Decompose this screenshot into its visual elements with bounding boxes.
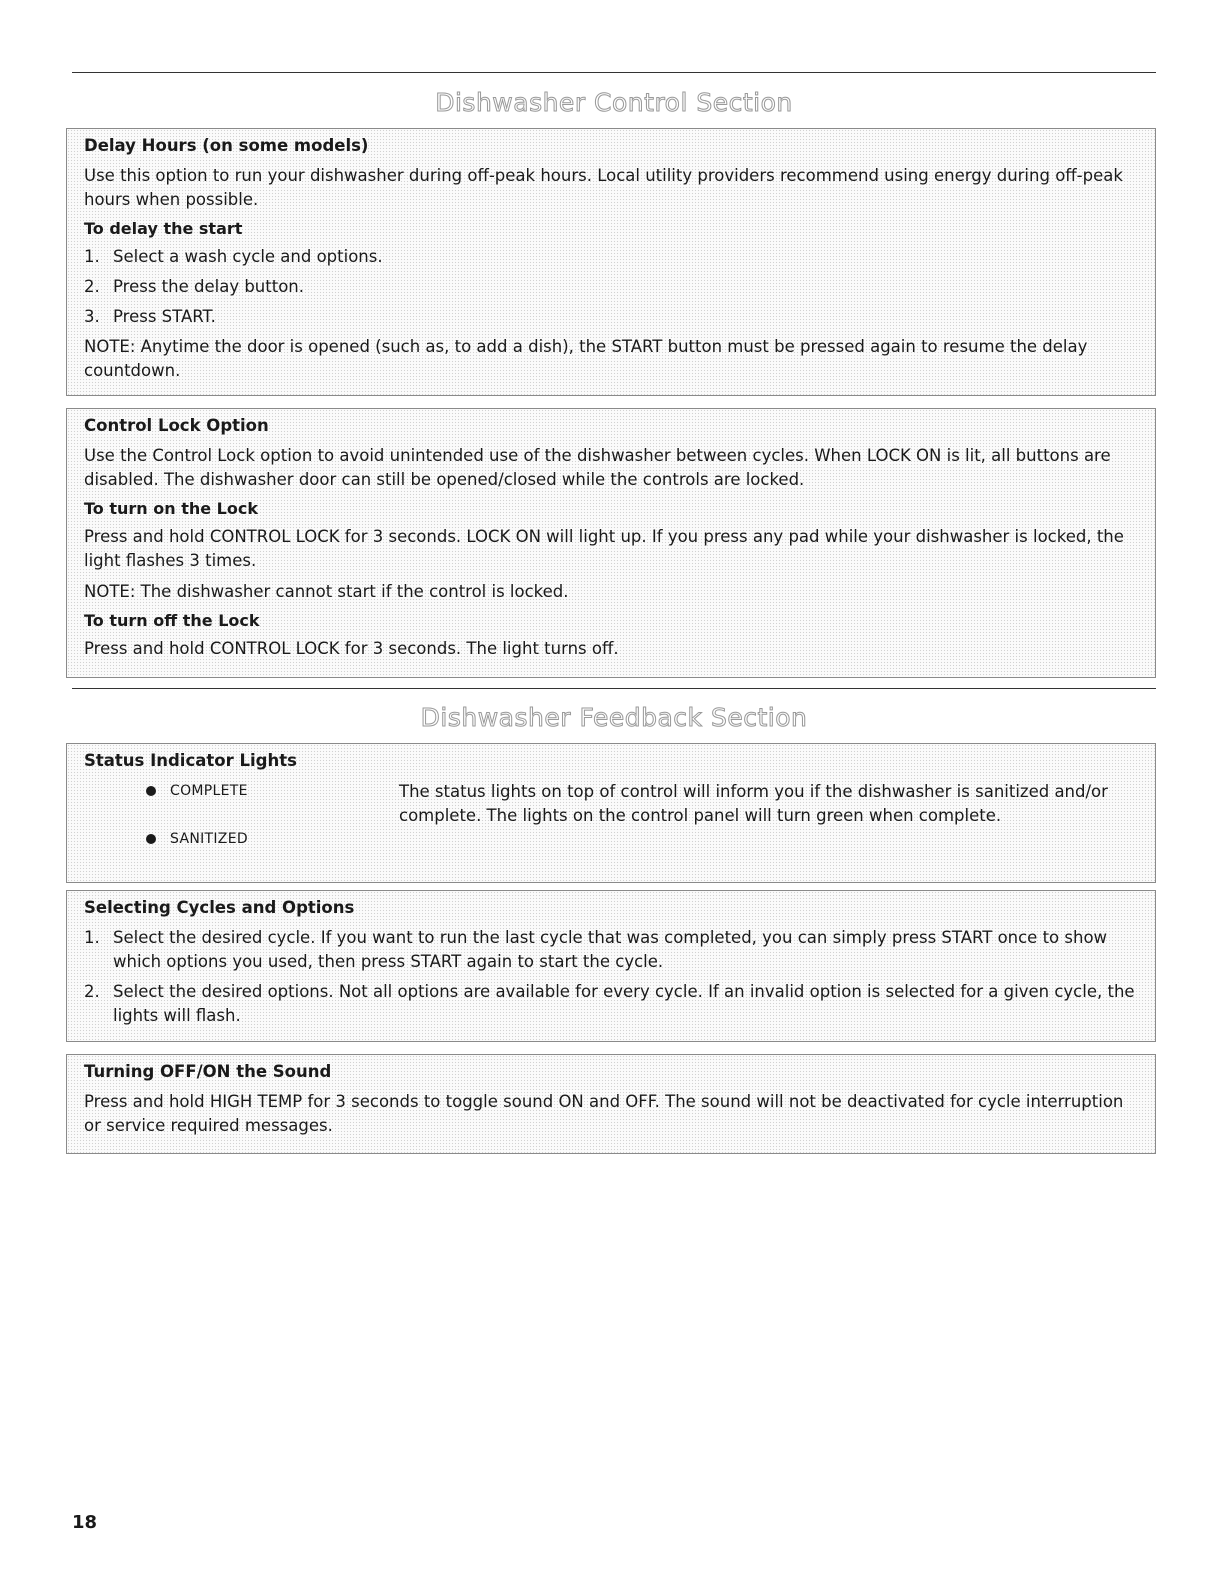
- indicator-dot-icon: [146, 786, 156, 796]
- delay-heading: Delay Hours (on some models): [84, 136, 369, 155]
- indicator-dot-icon: [146, 834, 156, 844]
- sound-box: [66, 1054, 1156, 1154]
- feedback-section-title: Dishwasher Feedback Section: [420, 703, 808, 732]
- sound-text: Press and hold HIGH TEMP for 3 seconds to toggle sound ON and OFF. The sound will not be deactivated for cycle interruption or service required messages.: [84, 1092, 1124, 1135]
- lock-heading: Control Lock Option: [84, 416, 269, 435]
- status-description: The status lights on top of control will inform you if the dishwasher is sanitized and/or complete. The lights on the control panel will turn green when complete.: [399, 782, 1108, 825]
- page-number: 18: [72, 1512, 98, 1533]
- delay-steps: [84, 245, 1139, 329]
- complete-light: COMPLETE: [146, 779, 399, 803]
- status-heading: Status Indicator Lights: [84, 751, 297, 770]
- delay-intro: Use this option to run your dishwasher during off-peak hours. Local utility providers recommend using energy during off-peak hours when possible.: [84, 166, 1123, 209]
- lock-note: NOTE: The dishwasher cannot start if the control is locked.: [84, 582, 569, 601]
- control-section-title: Dishwasher Control Section: [435, 88, 793, 117]
- lock-on-subheading: To turn on the Lock: [84, 499, 258, 518]
- top-rule: [72, 72, 1156, 73]
- sanitized-light: SANITIZED: [146, 827, 399, 851]
- cycles-steps: [84, 926, 1139, 1028]
- sound-heading: Turning OFF/ON the Sound: [84, 1062, 332, 1081]
- list-item: 2. Select the desired options. Not all options are available for every cycle. If an invalid option is selected for a given cycle, the lights will flash.: [84, 982, 1135, 1025]
- delay-subheading: To delay the start: [84, 219, 243, 238]
- lock-off-text: Press and hold CONTROL LOCK for 3 seconds. The light turns off.: [84, 639, 619, 658]
- status-lights-box: [66, 743, 1156, 883]
- lock-on-text: Press and hold CONTROL LOCK for 3 seconds. LOCK ON will light up. If you press any pad while your dishwasher is locked, the light flashes 3 times.: [84, 527, 1124, 570]
- delay-note: NOTE: Anytime the door is opened (such as, to add a dish), the START button must be pressed again to resume the delay countdown.: [84, 337, 1088, 380]
- list-item: 2. Press the delay button.: [84, 277, 304, 296]
- control-lock-box: [66, 408, 1156, 678]
- middle-rule: [72, 688, 1156, 689]
- delay-hours-box: [66, 128, 1156, 396]
- status-lights-legend: [84, 779, 399, 875]
- lock-intro: Use the Control Lock option to avoid unintended use of the dishwasher between cycles. When LOCK ON is lit, all buttons are disabled. The dishwasher door can still be opened/closed while the controls are locked.: [84, 446, 1111, 489]
- list-item: 1. Select the desired cycle. If you want to run the last cycle that was completed, you can simply press START once to show which options you used, then press START again to start the cycle.: [84, 928, 1108, 971]
- cycles-heading: Selecting Cycles and Options: [84, 898, 355, 917]
- list-item: 3. Press START.: [84, 307, 216, 326]
- list-item: 1. Select a wash cycle and options.: [84, 247, 383, 266]
- selecting-cycles-box: [66, 890, 1156, 1042]
- lock-off-subheading: To turn off the Lock: [84, 611, 260, 630]
